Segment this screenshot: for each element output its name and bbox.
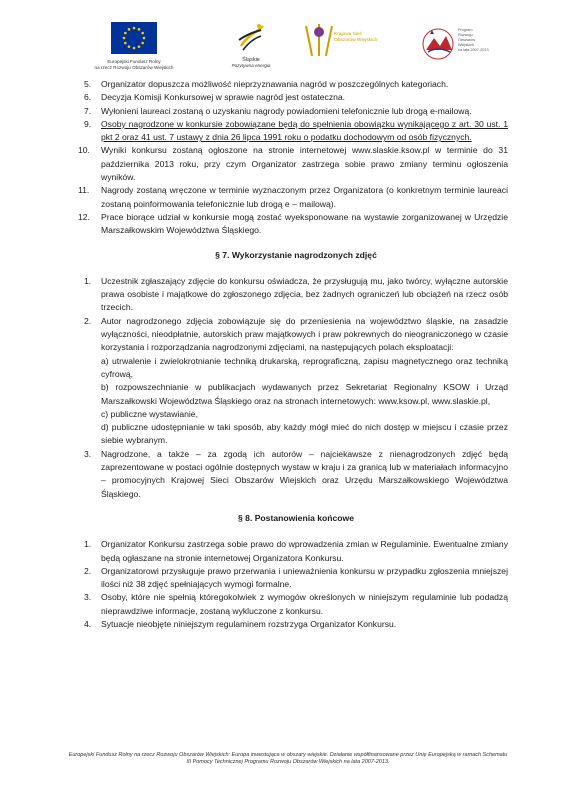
item-text: Decyzja Komisji Konkursowej w sprawie nagród jest ostateczna. (101, 92, 346, 103)
list-item (84, 78, 508, 91)
ksow-figure-icon (304, 22, 334, 58)
list-item (78, 184, 508, 211)
regulation-body (78, 78, 508, 631)
item-text: Prace biorące udział w konkursie mogą zostać wyeksponowane na wystawie zorganizowanej w Urzędzie Marszałkowskim Województwa Śląskiego. (101, 211, 508, 236)
list-item (78, 144, 508, 184)
slaskie-logo (226, 22, 276, 72)
slaskie-name: Śląskie (242, 57, 260, 63)
prow-emblem-icon (420, 26, 456, 62)
list-item (84, 315, 508, 448)
item-number: 2. (84, 565, 92, 576)
eu-star-icon (128, 45, 131, 48)
eu-star-icon (133, 47, 136, 50)
footer-note: Europejski Fundusz Rolny na rzecz Rozwoju Obszarów Wiejskich: Europa inwestująca w obszary wiejskie. Działanie współfinansowane przez Unię Europejską w ramach Schematu III Pomocy Technicznej Programu Rozwoju Obszarów Wiejskich na lata 2007-2013. (68, 752, 508, 766)
eu-star-icon (138, 28, 141, 31)
sub-item: d) publiczne udostępnianie w taki sposób, aby każdy mógł mieć do nich dostęp w miejscu i czasie przez siebie wybranym. (101, 422, 508, 446)
eu-star-icon (128, 28, 131, 31)
list-item (84, 275, 508, 315)
eu-star-icon (143, 37, 146, 40)
list-item (84, 91, 508, 104)
item-text: Uczestnik zgłaszający zdjęcie do konkursu oświadcza, że przysługują mu, jako twórcy, wyłączne autorskie prawa osobiste i majątkowe do zgłoszonego zdjęcia, bez żadnych ograniczeń lub obciążeń na rzecz osób trzecich. (101, 275, 508, 313)
eu-star-icon (141, 42, 144, 45)
item-number: 5. (84, 79, 92, 89)
item-number: 9. (84, 118, 92, 129)
section-8-title: § 8. Postanowienia końcowe (237, 512, 355, 523)
item-text: Organizatorowi przysługuje prawo przerwania i unieważnienia konkursu w przypadku zgłoszenia mniejszej ilości niż 38 zdjęć spełniających wymogi formalne. (101, 565, 508, 590)
eu-caption: Europejski Fundusz Rolny na rzecz Rozwoju Obszarów Wiejskich (94, 59, 174, 70)
eu-star-icon (133, 27, 136, 30)
item-text: Osoby, które nie spełnią któregokolwiek z wymogów określonych w niniejszym regulaminie lub podadzą nieprawdziwe informacje, zostaną wykluczone z konkursu. (101, 592, 508, 616)
eu-flag-icon (111, 22, 157, 54)
top-items-list (78, 78, 508, 238)
eu-star-icon (138, 45, 141, 48)
list-item (84, 538, 508, 565)
ksow-text: Krajowa Sieć Obszarów Wiejskich (334, 32, 378, 43)
item-text: Autor nagrodzonego zdjęcia zobowiązuje się do przeniesienia na województwo śląskie, na zasadzie wyłączności, nieodpłatnie, autorskich praw majątkowych i praw pokrewnych do nieograniczonego w czasie korzystania i rozporządzania nagrodzonymi zdjęciami, na następujących polach eksploatacji: (101, 315, 508, 353)
item-number: 3. (84, 448, 92, 459)
item-number: 7. (84, 105, 92, 116)
list-item (84, 565, 508, 592)
ksow-logo (304, 28, 404, 78)
item-text-underlined: Osoby nagrodzone w konkursie zobowiązane będą do spełnienia obowiązku wynikającego z art. 30 ust. 1 pkt 2 oraz 41 ust. 7 ustawy z dnia 26 lipca 1991 roku o podatku dochodowym od osób fizycznych. (101, 118, 508, 143)
sub-item: a) utrwalenie i zwielokrotnianie techniką drukarską, reprograficzną, zapisu magnetycznego oraz techniką cyfrową, (101, 355, 508, 379)
item-number: 1. (84, 275, 92, 286)
section-7-list (84, 275, 508, 501)
item-text: Wyłonieni laureaci zostaną o uzyskaniu nagrody powiadomieni telefonicznie lub drogą e-mailową. (101, 105, 472, 116)
item-text: Organizator dopuszcza możliwość nieprzyznawania nagród w poszczególnych kategoriach. (101, 79, 449, 89)
item-number: 3. (84, 592, 92, 603)
eu-star-icon (124, 32, 127, 35)
item-number: 6. (84, 92, 92, 103)
section-8-list (84, 538, 508, 631)
eu-star-icon (123, 37, 126, 40)
prow-logo (420, 26, 490, 76)
sub-item: c) publiczne wystawianie, (101, 408, 198, 419)
list-item (78, 211, 508, 238)
list-item (84, 618, 508, 631)
eu-star-icon (141, 32, 144, 35)
item-number: 11. (78, 185, 90, 196)
slaskie-swirl-icon (237, 22, 265, 52)
item-number: 1. (84, 539, 92, 550)
header-logos (0, 0, 566, 80)
item-number: 10. (78, 145, 90, 156)
item-text: Nagrodzone, a także – za zgodą ich autorów – najciekawsze z nienagrodzonych zdjęć będą zaprezentowane w postaci ogólnie dostępnych wystaw w kraju i za granicą lub w materiałach informacyjno – promocyjnych Krajowej Sieci Obszarów Wiejskich oraz Urzędu Marszałkowskiego Województwa Śląskiego. (101, 448, 508, 499)
item-text: Organizator Konkursu zastrzega sobie prawo do wprowadzenia zmian w Regulaminie. Ewentualne zmiany będą ogłaszane na stronie internetowej Organizatora Konkursu. (101, 539, 508, 563)
list-item (84, 105, 508, 118)
sub-item: b) rozpowszechnianie w publikacjach wydawanych przez Sekretariat Regionalny KSOW i Urząd Marszałkowski Województwa Śląskiego oraz na stronach internetowych: www.ksow.pl, www.slaskie.pl, (101, 382, 508, 406)
item-text: Wyniki konkursu zostaną ogłoszone na stronie internetowej www.slaskie.ksow.pl w terminie do 31 października 2013 roku, przy czym Organizator zastrzega sobie prawo zmiany terminu ogłoszenia wyników. (101, 145, 508, 183)
slaskie-tagline: Pozytywna energia (231, 63, 271, 68)
item-number: 2. (84, 315, 92, 326)
item-text: Nagrody zostaną wręczone w terminie wyznaczonym przez Organizatora (o konkretnym terminie laureaci zostaną poinformowania telefonicznie lub drogą e – mailową). (101, 185, 508, 209)
prow-text: Program Rozwoju Obszarów Wiejskich na lata 2007-2013 (458, 28, 489, 52)
section-7-title: § 7. Wykorzystanie nagrodzonych zdjęć (215, 249, 377, 260)
eu-star-icon (124, 42, 127, 45)
item-number: 12. (78, 211, 90, 222)
eu-logo (94, 22, 174, 72)
list-item (84, 591, 508, 618)
list-item (84, 448, 508, 501)
item-text: Sytuacje nieobjęte niniejszym regulaminem rozstrzyga Organizator Konkursu. (101, 618, 397, 629)
list-item (84, 118, 508, 145)
item-number: 4. (84, 618, 92, 629)
